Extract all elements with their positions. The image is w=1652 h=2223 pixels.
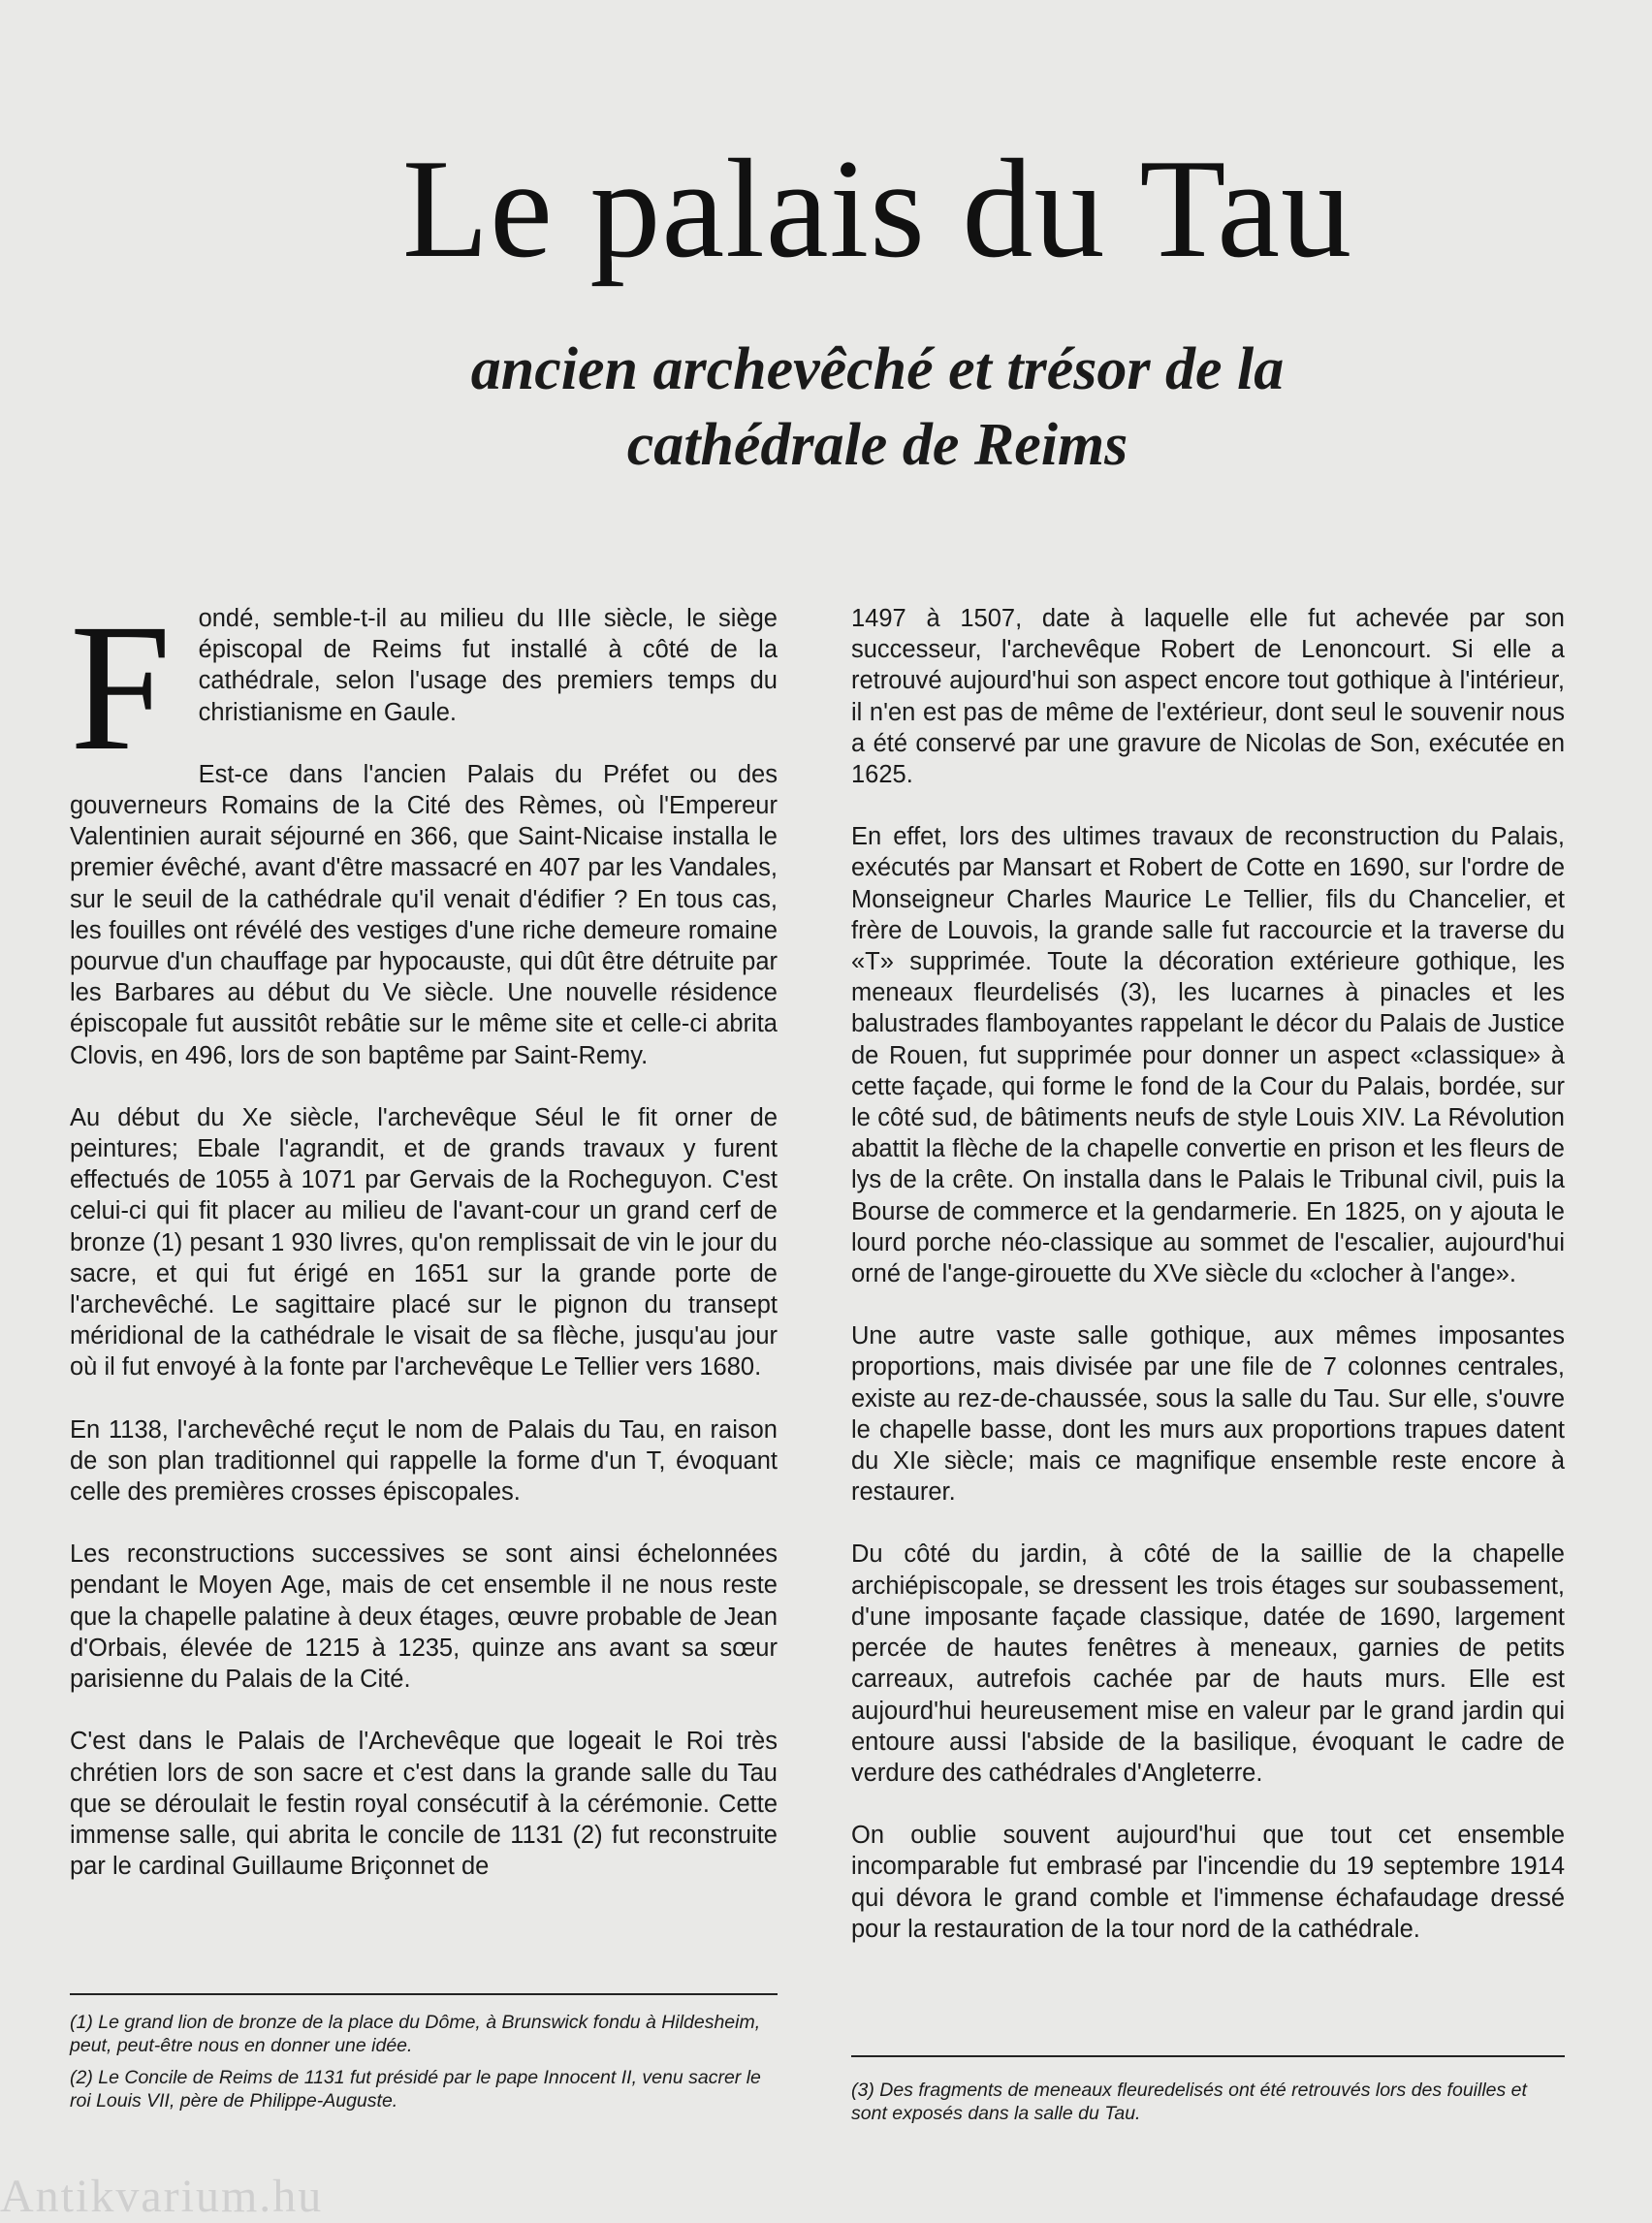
footnote-3: (3) Des fragments de meneaux fleuredelisés ont été retrouvés lors des fouilles et sont exposés dans la salle du Tau. [851, 2080, 1527, 2124]
left-paragraph-6: C'est dans le Palais de l'Archevêque que logeait le Roi très chrétien lors de son sacre et c'est dans la grande salle du Tau que se déroulait le festin royal consécutif à la cérémonie. Cette immense salle, qui abrita le concile de 1131 (2) fut reconstruite par le cardinal Guillaume Briçonnet de [70, 1728, 778, 1881]
left-paragraph-1-text: ondé, semble-t-il au milieu du IIIe siècle, le siège épiscopal de Reims fut installé à côté de la cathédrale, selon l'usage des premiers temps du christianisme en Gaule. [198, 605, 778, 726]
page-title: Le palais du Tau [401, 130, 1353, 287]
footnote-divider-right [851, 2055, 1565, 2057]
footnotes-left [70, 2011, 778, 2121]
subtitle-line-2: cathédrale de Reims [626, 412, 1128, 478]
left-paragraph-1 [70, 586, 778, 788]
footnotes-right [851, 2079, 1565, 2134]
right-paragraph-1: 1497 à 1507, date à laquelle elle fut achevée par son successeur, l'archevêque Robert de Lenoncourt. Si elle a retrouvé aujourd'hui son aspect encore tout gothique à l'intérieur, il n'en est pas de même de l'extérieur, dont seul le souvenir nous a été conservé par une gravure de Nicolas de Son, exécutée en 1625. [851, 605, 1565, 789]
left-column [70, 586, 778, 1913]
right-column [851, 603, 1565, 1976]
left-paragraph-5: Les reconstructions successives se sont ainsi échelonnées pendant le Moyen Age, mais de cet ensemble il ne nous reste que la chapelle palatine à deux étages, œuvre probable de Jean d'Orbais, élevée de 1215 à 1235, quinze ans avant sa sœur parisienne du Palais de la Cité. [70, 1540, 778, 1694]
footnote-2: (2) Le Concile de Reims de 1131 fut présidé par le pape Innocent II, venu sacrer le roi Louis VII, père de Philippe-Auguste. [70, 2067, 761, 2112]
footnote-1: (1) Le grand lion de bronze de la place du Dôme, à Brunswick fondu à Hildesheim, peut, peut-être nous en donner une idée. [70, 2012, 761, 2056]
left-paragraph-4: En 1138, l'archevêché reçut le nom de Palais du Tau, en raison de son plan traditionnel qui rappelle la forme d'un T, évoquant celle des premières crosses épiscopales. [70, 1415, 778, 1507]
watermark: Antikvarium.hu [0, 2171, 324, 2222]
left-paragraph-2: Est-ce dans l'ancien Palais du Préfet ou des gouverneurs Romains de la Cité des Rèmes, où l'Empereur Valentinien aurait séjourné en 366, que Saint-Nicaise installa le premier évêché, avant d'être massacré en 407 par les Vandales, sur le seuil de la cathédrale qu'il venait d'édifier ? En tous cas, les fouilles ont révélé des vestiges d'une riche demeure romaine pourvue d'un chauffage par hypocauste, qui dût être détruite par les Barbares au début du Ve siècle. Une nouvelle résidence épiscopale fut aussitôt rebâtie sur le même site et celle-ci abrita Clovis, en 496, lors de son baptême par Saint-Remy. [70, 760, 778, 1069]
drop-cap: F [70, 586, 172, 788]
footnote-divider-left [70, 1993, 778, 1995]
subtitle-line-1: ancien archevêché et trésor de la [470, 336, 1285, 402]
right-paragraph-4: Du côté du jardin, à côté de la saillie de la chapelle archiépiscopale, se dressent les trois étages sur soubassement, d'une imposante façade classique, datée de 1690, largement percée de hautes fenêtres à meneaux, garnies de petits carreaux, autrefois cachée par de hauts murs. Elle est aujourd'hui heureusement mise en valeur par le grand jardin qui entoure aussi l'abside de la basilique, évoquant le cadre de verdure des cathédrales d'Angleterre. [851, 1540, 1565, 1787]
right-paragraph-2: En effet, lors des ultimes travaux de reconstruction du Palais, exécutés par Mansart et Robert de Cotte en 1690, sur l'ordre de Monseigneur Charles Maurice Le Tellier, fils du Chancelier, et frère de Louvois, la grande salle fut raccourcie et la traverse du «T» supprimée. Toute la décoration extérieure gothique, les meneaux fleurdelisés (3), les lucarnes à pinacles et les balustrades flamboyantes rappelant le décor du Palais de Justice de Rouen, fut supprimée pour donner un aspect «classique» à cette façade, qui forme le fond de la Cour du Palais, bordée, sur le côté sud, de bâtiments neufs de style Louis XIV. La Révolution abattit la flèche de la chapelle convertie en prison et les fleurs de lys de la crête. On installa dans le Palais le Tribunal civil, puis la Bourse de commerce et la gendarmerie. En 1825, on y ajouta le lourd porche néo-classique au sommet de l'escalier, aujourd'hui orné de l'ange-girouette du XVe siècle du «clocher à l'ange». [851, 823, 1565, 1288]
right-paragraph-5: On oublie souvent aujourd'hui que tout cet ensemble incomparable fut embrasé par l'incendie du 19 septembre 1914 qui dévora le grand comble et l'immense échafaudage dressé pour la restauration de la tour nord de la cathédrale. [851, 1822, 1565, 1943]
page-subtitle [0, 332, 1652, 483]
right-paragraph-3: Une autre vaste salle gothique, aux mêmes imposantes proportions, mais divisée par une file de 7 colonnes centrales, existe au rez-de-chaussée, sous la salle du Tau. Sur elle, s'ouvre le chapelle basse, dont les murs aux proportions trapues datent du XIe siècle; mais ce magnifique ensemble reste encore à restaurer. [851, 1322, 1565, 1507]
left-paragraph-3: Au début du Xe siècle, l'archevêque Séul le fit orner de peintures; Ebale l'agrandit, et de grands travaux y furent effectués de 1055 à 1071 par Gervais de la Rocheguyon. C'est celui-ci qui fit placer au milieu de l'avant-cour un grand cerf de bronze (1) pesant 1 930 livres, qu'on remplissait de vin le jour du sacre, et qui fut érigé en 1651 sur la grande porte de l'archevêché. Le sagittaire placé sur le pignon du transept méridional de la cathédrale le visait de sa flèche, jusqu'au jour où il fut envoyé à la fonte par l'archevêque Le Tellier vers 1680. [70, 1103, 778, 1381]
